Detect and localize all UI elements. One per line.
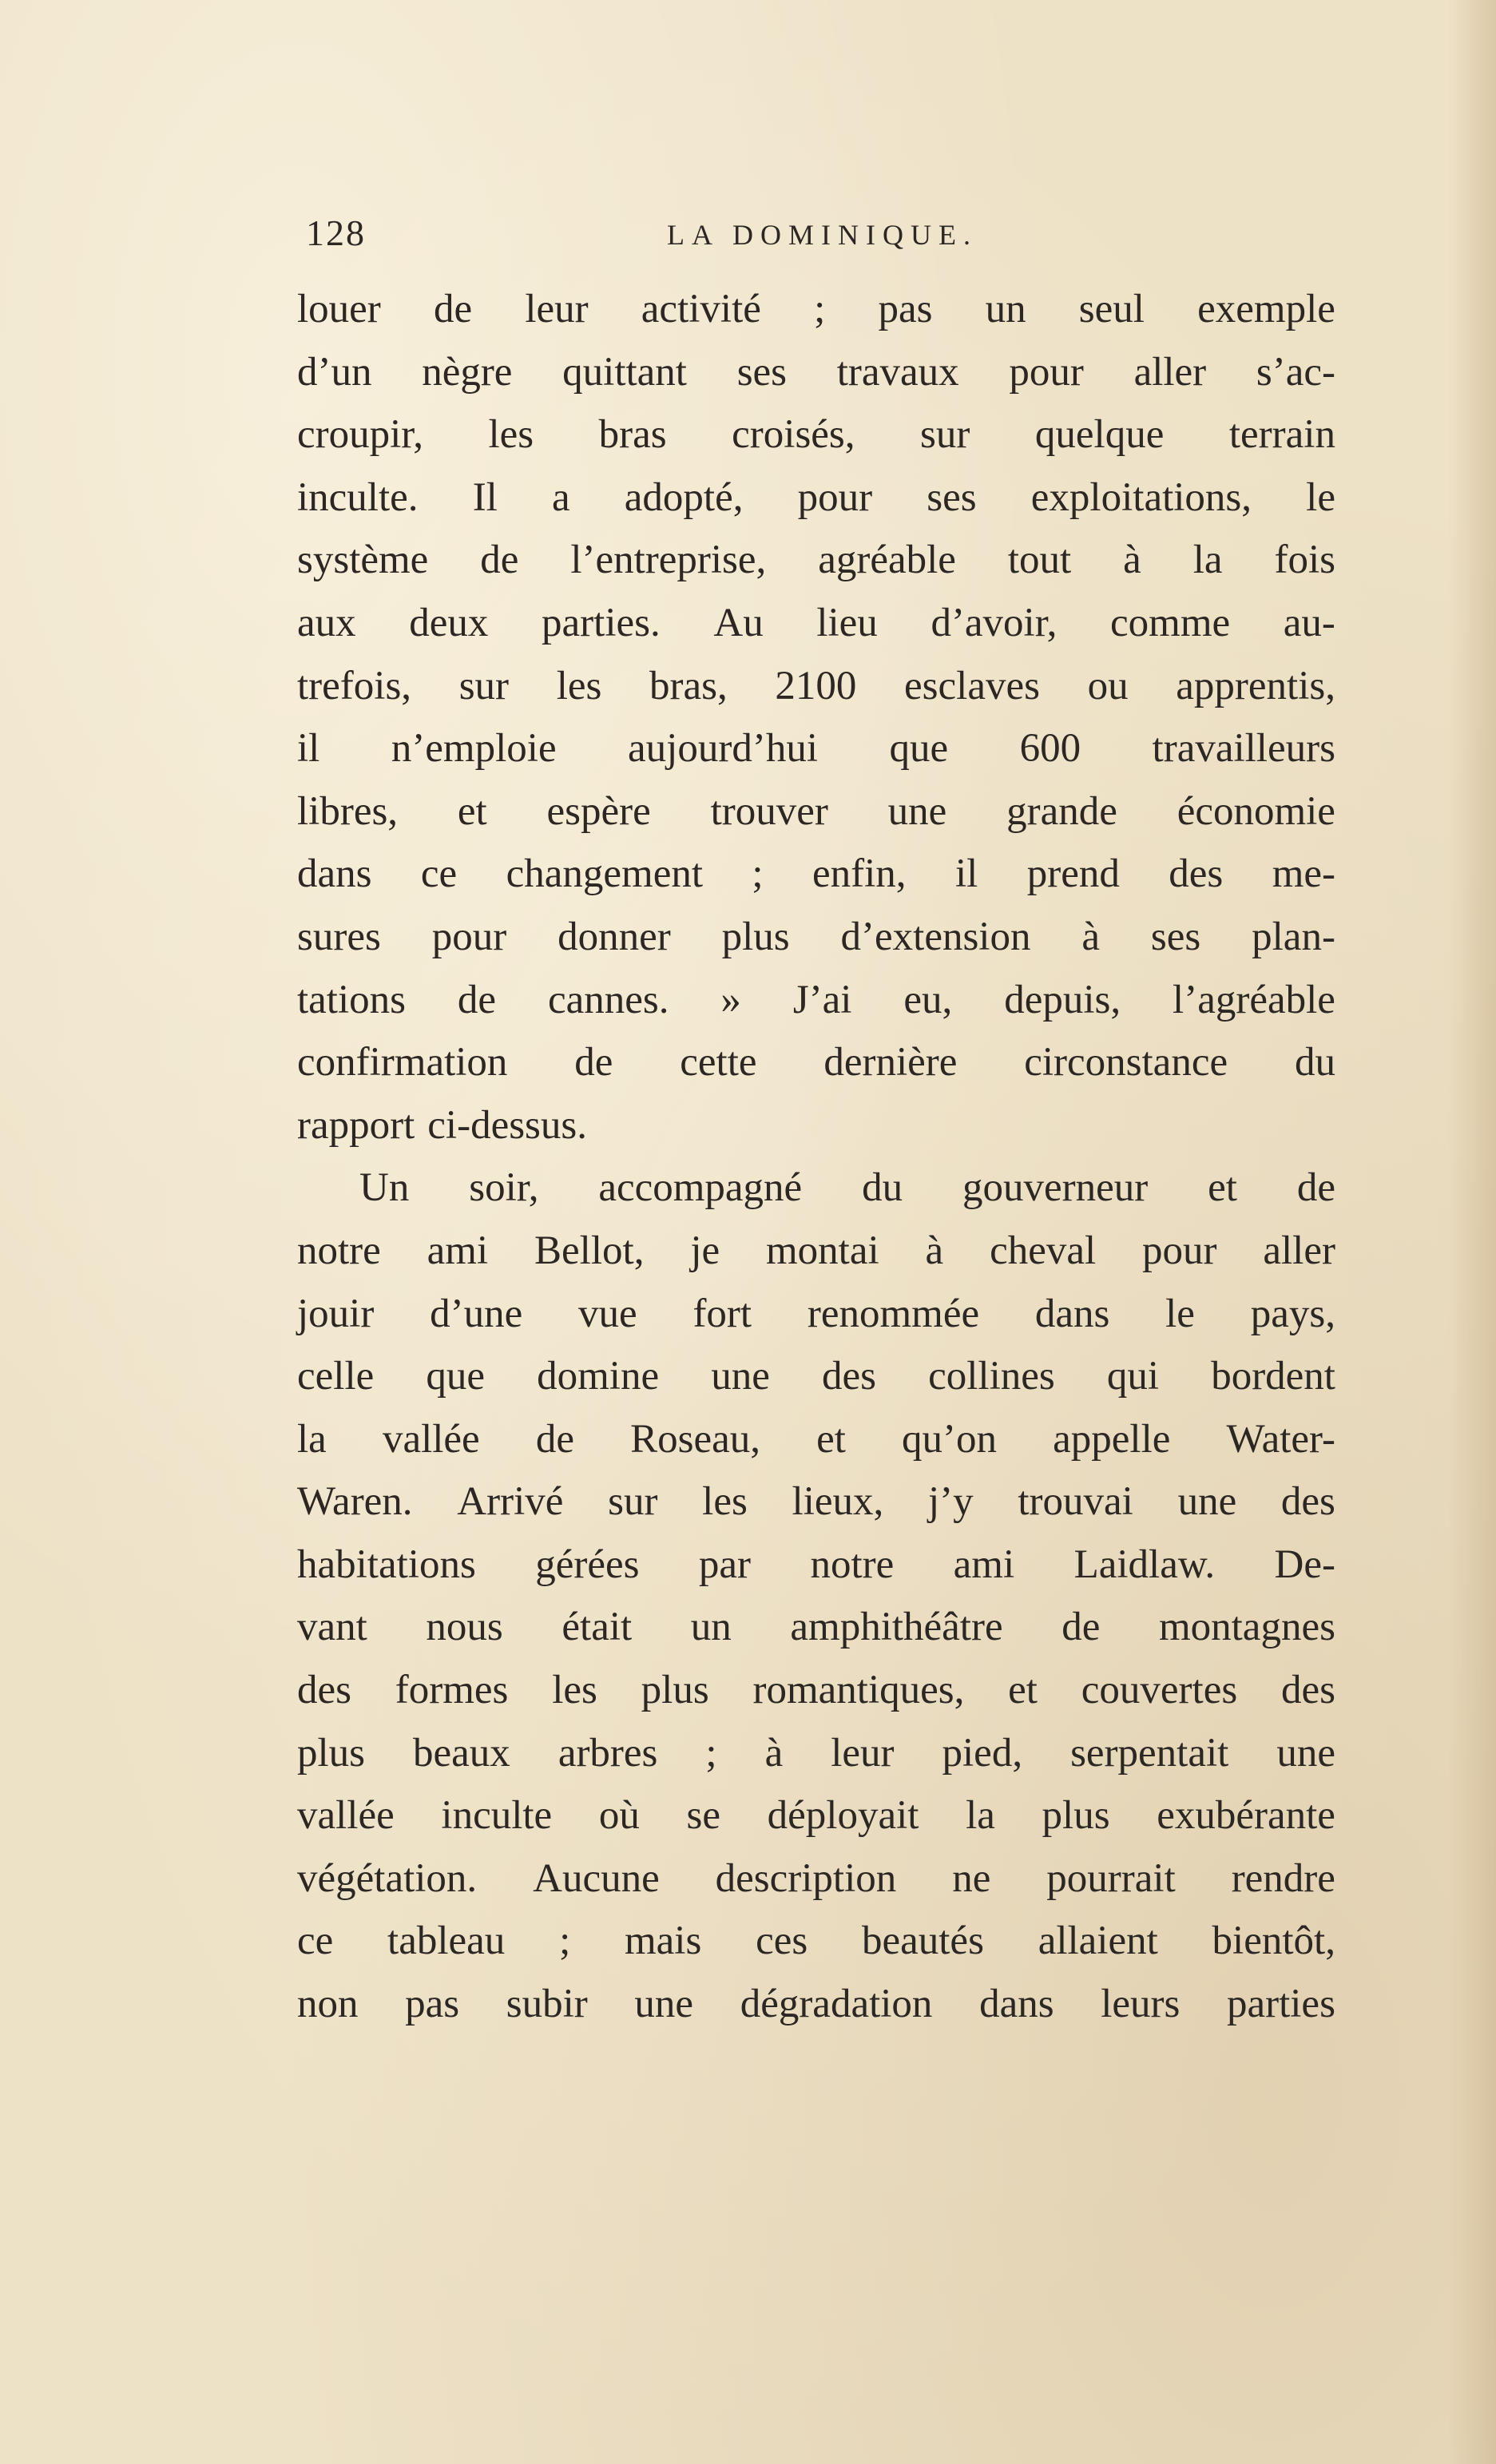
text-line: il n’emploie aujourd’hui que 600 travailleurs: [297, 726, 1335, 772]
page-header: [306, 209, 1348, 257]
text-line: confirmation de cette dernière circonstance du: [297, 1040, 1335, 1085]
text-line: sures pour donner plus d’extension à ses plan-: [297, 914, 1335, 959]
text-line: aux deux parties. Au lieu d’avoir, comme au-: [297, 600, 1335, 645]
text-line: non pas subir une dégradation dans leurs parties: [297, 1982, 1335, 2027]
text-line: vant nous était un amphithéâtre de montagnes: [297, 1605, 1335, 1650]
text-line: libres, et espère trouver une grande économie: [297, 788, 1335, 834]
text-line: inculte. Il a adopté, pour ses exploitations, le: [297, 474, 1335, 520]
text-line: végétation. Aucune description ne pourrait rendre: [297, 1855, 1335, 1901]
text-line: système de l’entreprise, agréable tout à la fois: [297, 538, 1335, 583]
page-number: 128: [306, 212, 366, 253]
text-line: plus beaux arbres ; à leur pied, serpentait une: [297, 1730, 1335, 1776]
text-line: trefois, sur les bras, 2100 esclaves ou apprentis,: [297, 663, 1335, 708]
text-line: Un soir, accompagné du gouverneur et de: [359, 1165, 1335, 1211]
text-line: d’un nègre quittant ses travaux pour aller s’ac-: [297, 349, 1335, 395]
text-line: notre ami Bellot, je montai à cheval pour aller: [297, 1228, 1335, 1273]
text-line: vallée inculte où se déployait la plus exubérante: [297, 1793, 1335, 1839]
running-head: LA DOMINIQUE.: [667, 219, 978, 251]
text-line: croupir, les bras croisés, sur quelque terrain: [297, 412, 1335, 458]
text-line: dans ce changement ; enfin, il prend des me-: [297, 851, 1335, 897]
text-line: habitations gérées par notre ami Laidlaw. De-: [297, 1541, 1335, 1587]
text-line: ce tableau ; mais ces beautés allaient bientôt,: [297, 1918, 1335, 1964]
text-line: louer de leur activité ; pas un seul exemple: [297, 287, 1335, 331]
text-line: Waren. Arrivé sur les lieux, j’y trouvai une des: [297, 1479, 1335, 1525]
text-line: celle que domine une des collines qui bordent: [297, 1354, 1335, 1399]
page-edge-shadow: [1448, 0, 1496, 2464]
text-line: rapport ci-dessus.: [297, 1102, 587, 1148]
text-line: tations de cannes. » J’ai eu, depuis, l’agréable: [297, 977, 1335, 1022]
text-line: des formes les plus romantiques, et couvertes des: [297, 1668, 1335, 1713]
body-text: [297, 278, 1335, 2036]
text-line: jouir d’une vue fort renommée dans le pays,: [297, 1291, 1335, 1336]
text-line: la vallée de Roseau, et qu’on appelle Water-: [297, 1416, 1335, 1462]
